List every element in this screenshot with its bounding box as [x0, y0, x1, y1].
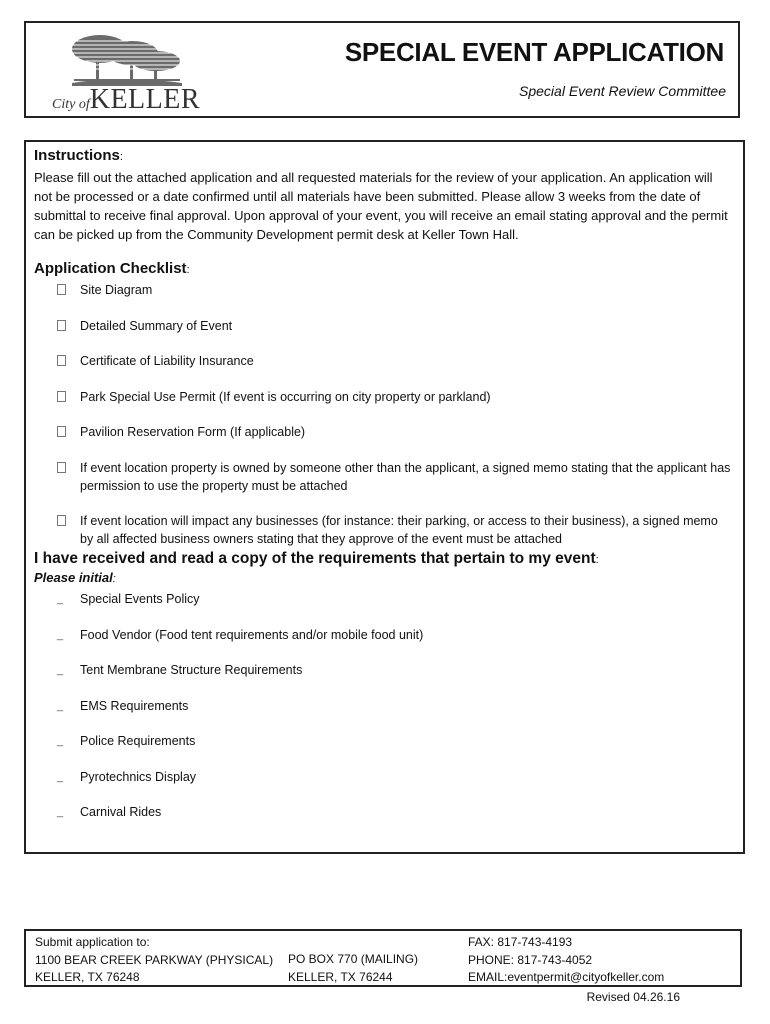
fax-number: FAX: 817-743-4193: [468, 935, 573, 949]
logo-name-text: KELLER: [89, 84, 201, 115]
checklist-item: [34, 512, 733, 548]
checkbox[interactable]: [57, 459, 69, 479]
checklist-item-label: Detailed Summary of Event: [80, 318, 233, 333]
checklist-item-label: If event location property is owned by someone other than the applicant, a signed memo stating that the applicant has permission to use the property must be attached: [80, 460, 731, 493]
page-subtitle: Special Event Review Committee: [519, 83, 726, 99]
requirement-item-label: Pyrotechnics Display: [80, 769, 197, 784]
checklist-item: [34, 352, 733, 370]
checklist-item-label: Site Diagram: [80, 283, 153, 297]
initial-blank[interactable]: _: [57, 699, 64, 712]
requirement-item-label: Carnival Rides: [80, 805, 162, 819]
requirement-item: [34, 732, 733, 750]
logo-wordmark: [52, 84, 200, 116]
requirements-heading: [34, 549, 733, 570]
physical-address-block: [35, 934, 273, 987]
requirement-item-label: Food Vendor (Food tent requirements and/or mobile food unit): [80, 627, 424, 642]
requirement-item: [34, 697, 733, 715]
initial-blank[interactable]: _: [57, 735, 64, 747]
instructions-heading-text: Instructions: [34, 147, 120, 164]
checkbox[interactable]: [57, 388, 69, 408]
physical-city: KELLER, TX 76248: [35, 970, 140, 984]
requirement-item: [34, 768, 733, 786]
initial-blank[interactable]: _: [57, 770, 64, 783]
mailing-address: PO BOX 770 (MAILING): [288, 952, 419, 966]
checklist-item-label: Park Special Use Permit (If event is occurring on city property or parkland): [80, 389, 491, 404]
mailing-city: KELLER, TX 76244: [288, 969, 393, 984]
keller-tree-logo-icon: [52, 31, 201, 115]
checklist-heading: [34, 258, 733, 281]
checkbox[interactable]: [57, 352, 69, 372]
mailing-address-block: [288, 951, 418, 986]
phone-number: PHONE: 817-743-4052: [468, 952, 593, 967]
checkbox[interactable]: [57, 317, 69, 337]
checklist-item-label: If event location will impact any businesses (for instance: their parking, or access to their business), a signed memo by all affected business owners stating that they approve of the event must be attached: [80, 514, 718, 546]
requirement-item: [34, 626, 733, 644]
checklist-item: [34, 281, 733, 299]
checklist-heading-text: Application Checklist: [34, 260, 187, 277]
checklist-heading-colon: :: [186, 264, 190, 276]
initial-instruction: [34, 570, 733, 587]
submission-footer: [24, 929, 742, 987]
checklist-item: [34, 423, 733, 441]
requirement-item: [34, 803, 733, 821]
header-box: [24, 21, 740, 118]
submit-label: Submit application to:: [35, 935, 150, 949]
requirements-heading-colon: :: [595, 554, 599, 566]
main-content-box: [24, 140, 745, 854]
physical-address: 1100 BEAR CREEK PARKWAY (PHYSICAL): [35, 952, 274, 967]
requirement-item-label: Tent Membrane Structure Requirements: [80, 663, 303, 677]
requirement-item-label: Special Events Policy: [80, 592, 200, 606]
checkbox[interactable]: [57, 512, 69, 532]
initial-blank[interactable]: _: [57, 593, 64, 605]
instructions-heading-colon: :: [119, 151, 123, 163]
contact-block: [468, 934, 664, 987]
checklist-item-label: Certificate of Liability Insurance: [80, 354, 254, 368]
requirement-item-label: Police Requirements: [80, 734, 196, 748]
instructions-body: Please fill out the attached application and all requested materials for the review of your application. An application will not be processed or a date confirmed until all materials have been submitted. Please allow 3 weeks from the date of submittal to receive final approval. Upon approval of your event, you will receive an email stating approval and the permit can be picked up from the Community Development permit desk at Keller Town Hall.: [34, 170, 728, 242]
initial-label: Please initial: [34, 570, 113, 585]
checklist-item: [34, 317, 733, 335]
initial-blank[interactable]: _: [57, 664, 64, 676]
initial-blank[interactable]: _: [57, 628, 64, 641]
requirement-item-label: EMS Requirements: [80, 698, 189, 713]
initial-colon: :: [112, 573, 116, 585]
logo-tree-graphic: [52, 31, 186, 87]
requirement-item: [34, 661, 733, 679]
revision-date: Revised 04.26.16: [586, 990, 680, 1004]
logo-city-text: City of: [52, 97, 90, 112]
checklist-item: [34, 459, 733, 495]
checkbox[interactable]: [57, 423, 69, 443]
requirements-heading-text: I have received and read a copy of the requirements that pertain to my event: [34, 550, 596, 567]
requirement-item: [34, 590, 733, 608]
checklist-item: [34, 388, 733, 406]
checkbox[interactable]: [57, 281, 69, 301]
page-title: SPECIAL EVENT APPLICATION: [344, 37, 724, 67]
checklist-item-label: Pavilion Reservation Form (If applicable): [80, 425, 306, 439]
initial-blank[interactable]: _: [57, 806, 64, 818]
instructions-heading: [34, 145, 733, 168]
email-address[interactable]: EMAIL:eventpermit@cityofkeller.com: [468, 970, 665, 984]
